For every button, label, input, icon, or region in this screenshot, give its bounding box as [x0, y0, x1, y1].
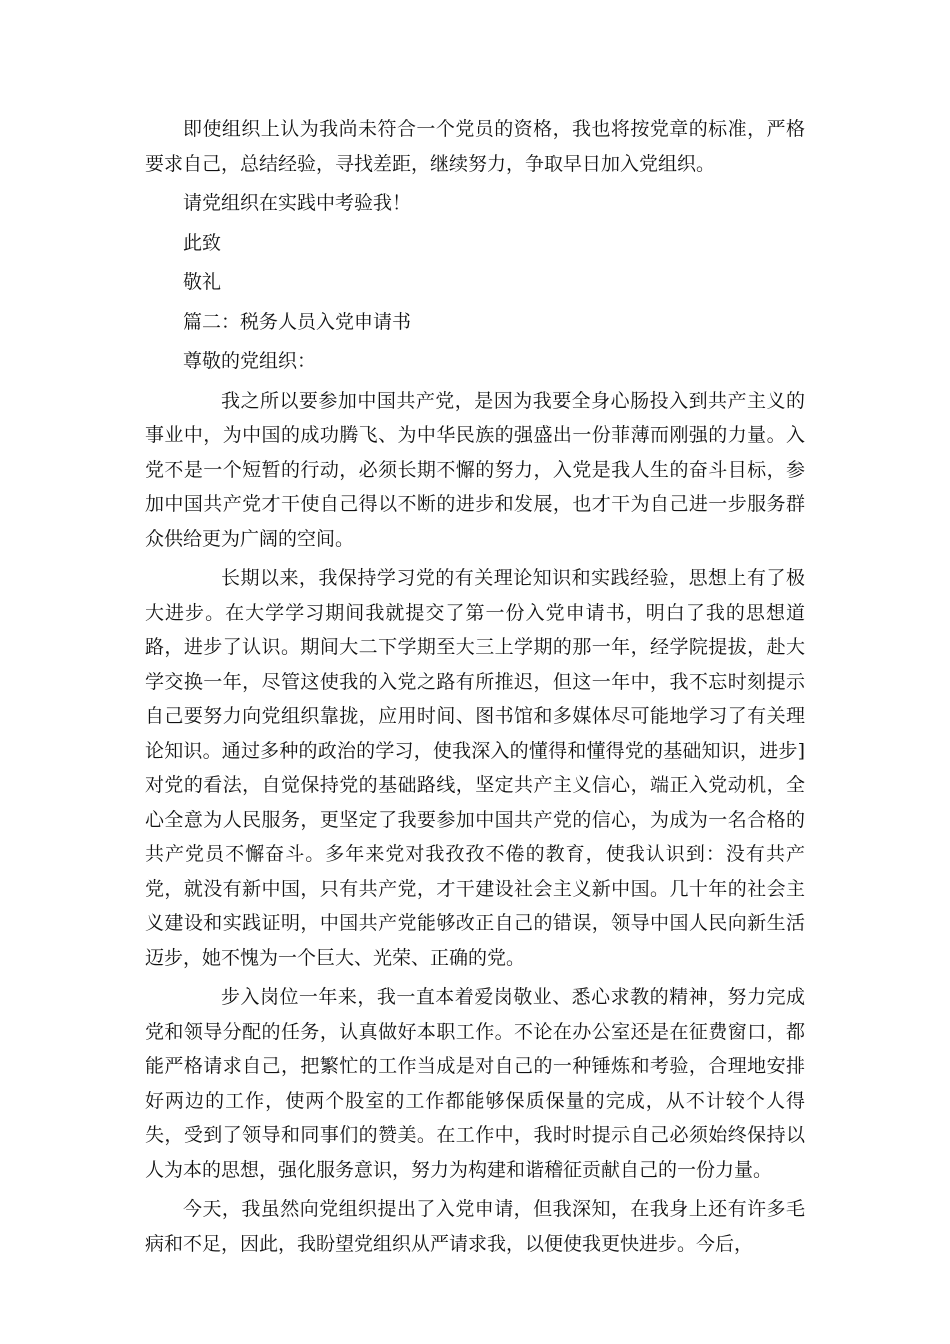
paragraph-closing-commitment: 即使组织上认为我尚未符合一个党员的资格，我也将按党章的标准，严格要求自己，总结经验，寻找差距，继续努力，争取早日加入党组织。: [145, 118, 805, 175]
paragraph-self-reflection: 今天，我虽然向党组织提出了入党申请，但我深知，在我身上还有许多毛病和不足，因此，我盼望党组织从严请求我，以便使我更快进步。今后，: [145, 1198, 805, 1255]
document-body: [145, 112, 805, 1266]
paragraph-study-history: 长期以来，我保持学习党的有关理论知识和实践经验，思想上有了极大进步。在大学学习期间我就提交了第一份入党申请书，明白了我的思想道路，进步了认识。期间大二下学期至大三上学期的那一年，经学院提拔，赴大学交换一年，尽管这使我的入党之路有所推迟，但这一年中，我不忘时刻提示自己要努力向党组织靠拢，应用时间、图书馆和多媒体尽可能地学习了有关理论知识。通过多种的政治的学习，使我深入的懂得和懂得党的基础知识，进步]对党的看法，自觉保持党的基础路线，坚定共产主义信心，端正入党动机，全心全意为人民服务，更坚定了我要参加中国共产党的信心，为成为一名合格的共产党员不懈奋斗。多年来党对我孜孜不倦的教育，使我认识到：没有共产党，就没有新中国，只有共产党，才干建设社会主义新中国。几十年的社会主义建设和实践证明，中国共产党能够改正自己的错误，领导中国人民向新生活迈步，她不愧为一个巨大、光荣、正确的党。: [145, 567, 805, 969]
paragraph-salutation-2: 敬礼: [183, 271, 222, 293]
paragraph-motivation: 我之所以要参加中国共产党，是因为我要全身心肠投入到共产主义的事业中，为中国的成功腾飞、为中华民族的强盛出一份菲薄而刚强的力量。入党不是一个短暂的行动，必须长期不懈的努力，入党是我人生的奋斗目标，参加中国共产党才干使自己得以不断的进步和发展，也才干为自己进一步服务群众供给更为广阔的空间。: [145, 389, 805, 550]
paragraph-request-test: 请党组织在实践中考验我！: [183, 192, 412, 214]
paragraph-work-experience: 步入岗位一年来，我一直本着爱岗敬业、悉心求教的精神，努力完成党和领导分配的任务，认真做好本职工作。不论在办公室还是在征费窗口，都能严格请求自己，把繁忙的工作当成是对自己的一种锤炼和考验，合理地安排好两边的工作，使两个股室的工作都能够保质保量的完成，从不计较个人得失，受到了领导和同事们的赞美。在工作中，我时时提示自己必须始终保持以人为本的思想，强化服务意识，努力为构建和谐稽征贡献自己的一份力量。: [145, 986, 805, 1181]
paragraph-greeting: 尊敬的党组织：: [183, 350, 317, 372]
paragraph-salutation-1: 此致: [183, 231, 222, 254]
section-heading: 篇二：税务人员入党申请书: [183, 310, 412, 333]
